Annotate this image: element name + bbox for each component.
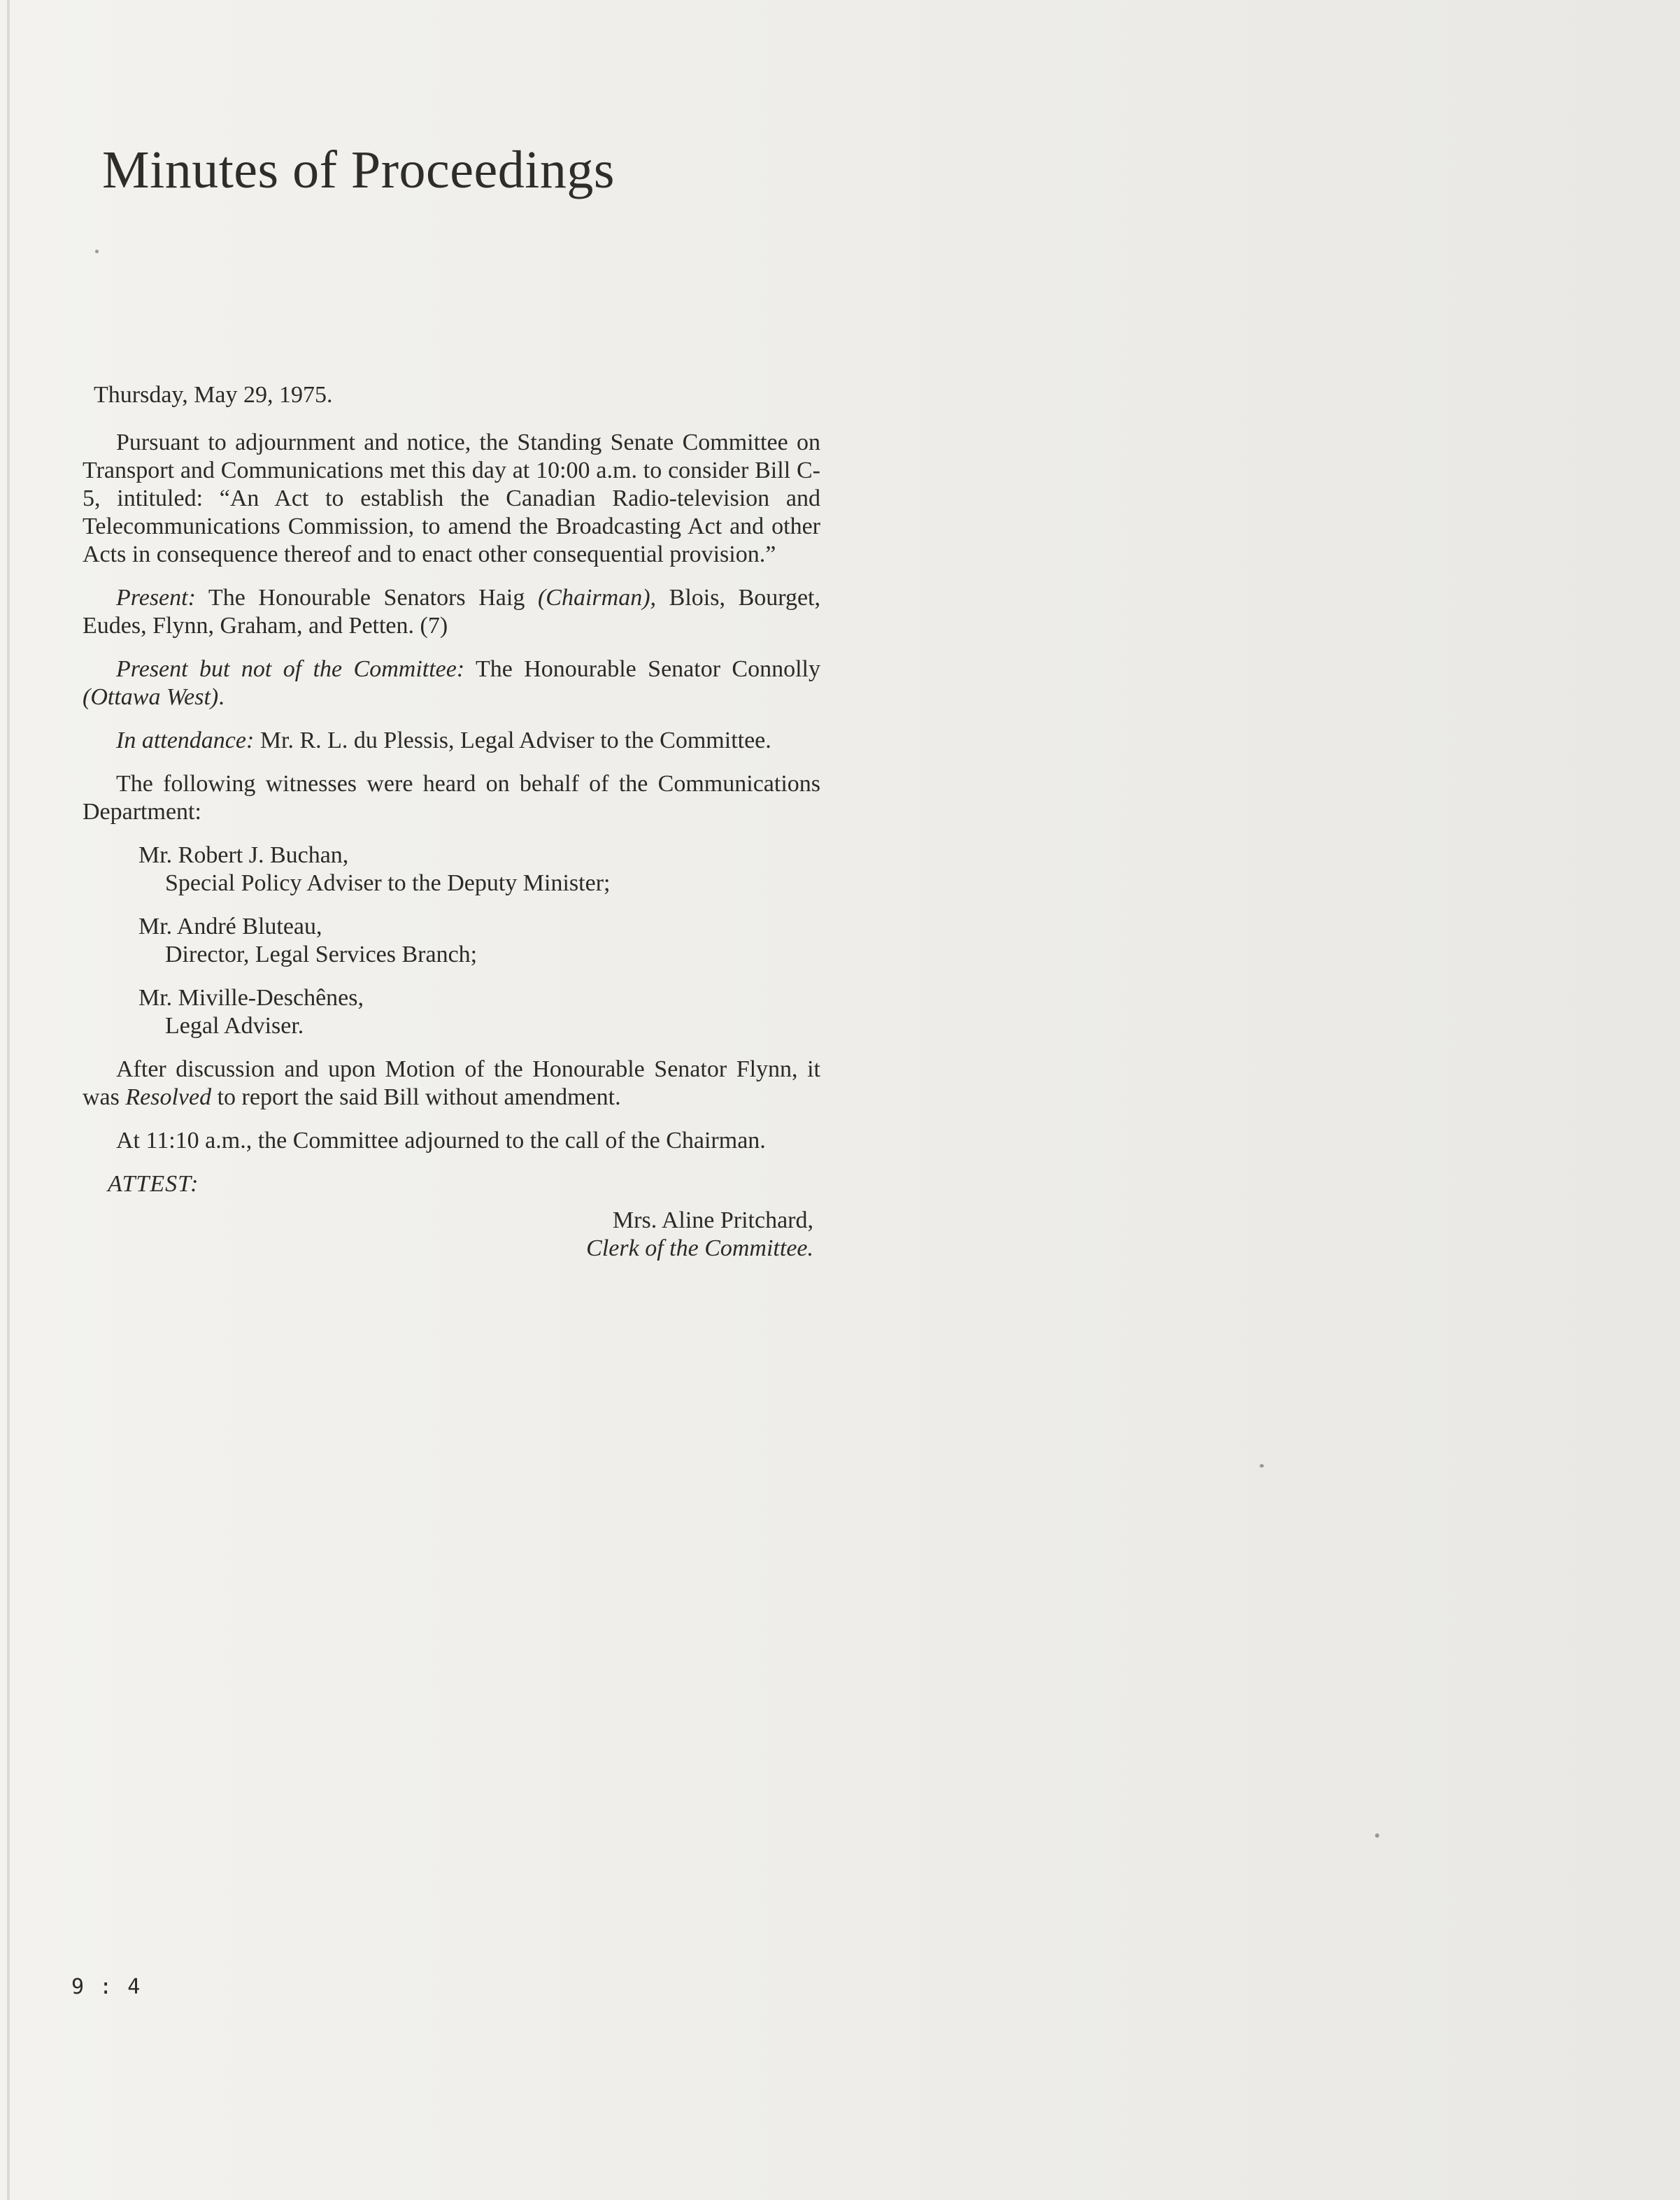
- witness-entry: [138, 842, 820, 897]
- page-edge: [7, 0, 10, 2200]
- witness-entry: [138, 984, 820, 1040]
- resolved-word: Resolved: [125, 1084, 212, 1110]
- clerk-title: Clerk of the Committee.: [586, 1235, 813, 1261]
- page-title: Minutes of Proceedings: [102, 141, 615, 199]
- opening-paragraph: Pursuant to adjournment and notice, the Standing Senate Committee on Transport and Communications met this day at 10:00 a.m. to consider Bill C-5, intituled: “An Act to establish the Canadian Radio-television and Telecommunications Commission, to amend the Broadcasting Act and other Acts in consequence thereof and to enact other consequential provision.”: [83, 430, 820, 567]
- witness-entry: [138, 913, 820, 969]
- adjournment-paragraph: At 11:10 a.m., the Committee adjourned to the call of the Chairman.: [116, 1128, 766, 1154]
- present-not-committee-end: .: [218, 684, 225, 710]
- attest-label: ATTEST:: [108, 1171, 199, 1197]
- attendance-text: Mr. R. L. du Plessis, Legal Adviser to the Committee.: [254, 728, 771, 753]
- witness-role: Director, Legal Services Branch;: [165, 942, 478, 967]
- witness-name: Mr. Robert J. Buchan,: [138, 842, 349, 868]
- present-not-committee-paragraph: [83, 655, 820, 711]
- motion-text-after: to report the said Bill without amendment.: [211, 1084, 621, 1110]
- present-not-committee-text: The Honourable Senator Connolly: [464, 656, 820, 682]
- signature-block: [83, 1207, 820, 1263]
- present-text-after: Blois, Bourget, Eudes, Flynn, Graham, and Petten. (7): [83, 585, 820, 639]
- motion-paragraph: [83, 1056, 820, 1112]
- witness-role: Legal Adviser.: [165, 1013, 304, 1039]
- present-paragraph: [83, 584, 820, 640]
- page-number: 9 : 4: [71, 1975, 142, 1999]
- minutes-body: [83, 381, 820, 1278]
- present-text-before: The Honourable Senators Haig: [195, 585, 538, 611]
- print-speck: [1375, 1833, 1379, 1838]
- witnesses-intro: The following witnesses were heard on behalf of the Communications Department:: [83, 771, 820, 825]
- motion-text-before: After discussion and upon Motion of the Honourable Senator Flynn, it was: [83, 1056, 820, 1110]
- chairman-note: (Chairman),: [537, 585, 657, 611]
- witness-role: Special Policy Adviser to the Deputy Minister;: [165, 870, 611, 896]
- witness-name: Mr. Miville-Deschênes,: [138, 985, 364, 1011]
- print-speck: [95, 250, 99, 253]
- meeting-date: Thursday, May 29, 1975.: [94, 382, 333, 408]
- present-label: Present:: [116, 585, 196, 611]
- print-speck: [1260, 1464, 1264, 1468]
- attendance-label: In attendance:: [116, 728, 255, 753]
- riding-note: (Ottawa West): [83, 684, 219, 710]
- present-not-committee-label: Present but not of the Committee:: [116, 656, 465, 682]
- attendance-paragraph: [83, 727, 820, 755]
- clerk-name: Mrs. Aline Pritchard,: [612, 1207, 813, 1233]
- witness-name: Mr. André Bluteau,: [138, 914, 322, 939]
